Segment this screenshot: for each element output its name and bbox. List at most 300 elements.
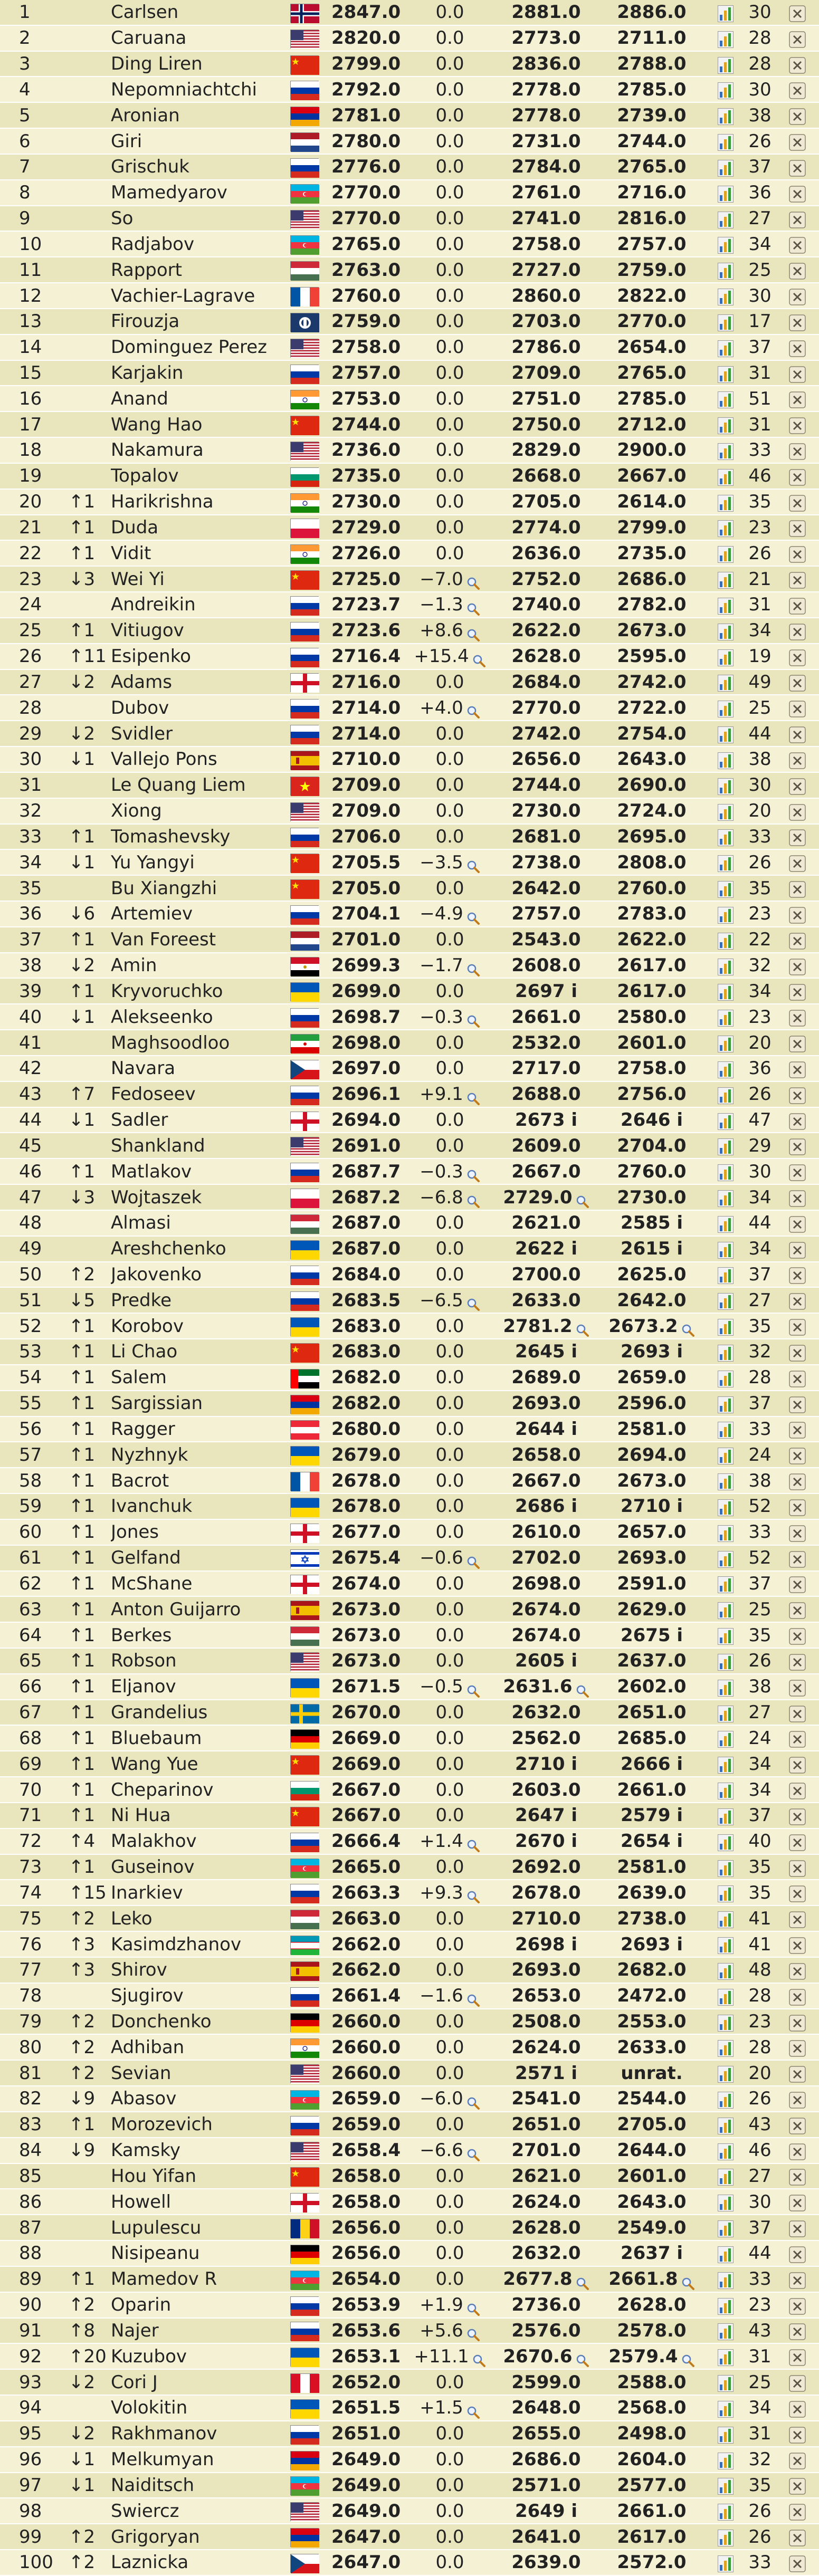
bar-chart-icon[interactable] [718,2220,734,2237]
player-name[interactable]: Caruana [111,25,290,51]
close-icon[interactable] [789,2014,806,2031]
close-icon[interactable] [789,1138,806,1155]
bar-chart-icon[interactable] [718,1396,734,1413]
bar-chart-icon[interactable] [718,5,734,22]
player-name[interactable]: McShane [111,1571,290,1597]
bar-chart-icon[interactable] [718,1215,734,1232]
bar-chart-icon[interactable] [718,1937,734,1953]
close-icon[interactable] [789,1344,806,1361]
bar-chart-icon[interactable] [718,571,734,588]
bar-chart-icon[interactable] [718,674,734,691]
player-name[interactable]: Gelfand [111,1545,290,1571]
bar-chart-icon[interactable] [718,1164,734,1181]
close-icon[interactable] [789,2168,806,2185]
close-icon[interactable] [789,1525,806,1541]
close-icon[interactable] [789,778,806,794]
bar-chart-icon[interactable] [718,1834,734,1851]
bar-chart-icon[interactable] [718,1035,734,1052]
close-icon[interactable] [789,1627,806,1644]
close-icon[interactable] [789,2323,806,2340]
bar-chart-icon[interactable] [718,236,734,253]
bar-chart-icon[interactable] [718,2065,734,2082]
bar-chart-icon[interactable] [718,391,734,408]
player-name[interactable]: Berkes [111,1622,290,1648]
bar-chart-icon[interactable] [718,2529,734,2546]
bar-chart-icon[interactable] [718,2117,734,2134]
bar-chart-icon[interactable] [718,108,734,125]
close-icon[interactable] [789,1113,806,1129]
player-name[interactable]: Morozevich [111,2112,290,2138]
magnifier-icon[interactable] [466,1552,480,1566]
player-name[interactable]: Eljanov [111,1674,290,1700]
bar-chart-icon[interactable] [718,932,734,949]
close-icon[interactable] [789,2374,806,2391]
bar-chart-icon[interactable] [718,1447,734,1464]
bar-chart-icon[interactable] [718,1473,734,1490]
close-icon[interactable] [789,2065,806,2082]
magnifier-icon[interactable] [466,2093,480,2106]
close-icon[interactable] [789,932,806,949]
bar-chart-icon[interactable] [718,366,734,382]
bar-chart-icon[interactable] [718,443,734,459]
close-icon[interactable] [789,545,806,562]
magnifier-icon[interactable] [472,650,486,664]
close-icon[interactable] [789,2246,806,2263]
bar-chart-icon[interactable] [718,1756,734,1773]
close-icon[interactable] [789,1396,806,1413]
player-name[interactable]: Sjugirov [111,1983,290,2009]
player-name[interactable]: Andreikin [111,592,290,618]
close-icon[interactable] [789,1679,806,1696]
player-name[interactable]: Nyzhnyk [111,1442,290,1468]
magnifier-icon[interactable] [466,2144,480,2158]
close-icon[interactable] [789,1164,806,1181]
bar-chart-icon[interactable] [718,520,734,537]
close-icon[interactable] [789,1885,806,1902]
player-name[interactable]: Bluebaum [111,1725,290,1751]
bar-chart-icon[interactable] [718,623,734,640]
close-icon[interactable] [789,443,806,459]
bar-chart-icon[interactable] [718,211,734,228]
player-name[interactable]: Bu Xiangzhi [111,875,290,901]
bar-chart-icon[interactable] [718,2400,734,2417]
close-icon[interactable] [789,2117,806,2134]
magnifier-icon[interactable] [466,1835,480,1849]
close-icon[interactable] [789,1602,806,1619]
player-name[interactable]: Mamedov R [111,2266,290,2292]
close-icon[interactable] [789,1911,806,1928]
close-icon[interactable] [789,2194,806,2211]
close-icon[interactable] [789,1756,806,1773]
player-name[interactable]: Jones [111,1519,290,1545]
player-name[interactable]: Matlakov [111,1158,290,1184]
close-icon[interactable] [789,2091,806,2108]
player-name[interactable]: Wojtaszek [111,1184,290,1210]
close-icon[interactable] [789,31,806,47]
close-icon[interactable] [789,340,806,357]
bar-chart-icon[interactable] [718,1730,734,1747]
player-name[interactable]: Melkumyan [111,2447,290,2473]
magnifier-icon[interactable] [466,1165,480,1179]
magnifier-icon[interactable] [466,573,480,587]
player-name[interactable]: Ivanchuk [111,1493,290,1519]
player-name[interactable]: Kuzubov [111,2343,290,2369]
magnifier-icon[interactable] [466,908,480,922]
close-icon[interactable] [789,2349,806,2366]
close-icon[interactable] [789,983,806,1000]
bar-chart-icon[interactable] [718,726,734,743]
bar-chart-icon[interactable] [718,1808,734,1825]
bar-chart-icon[interactable] [718,1009,734,1026]
player-name[interactable]: Najer [111,2318,290,2344]
bar-chart-icon[interactable] [718,2272,734,2288]
player-name[interactable]: Esipenko [111,644,290,669]
close-icon[interactable] [789,2426,806,2443]
bar-chart-icon[interactable] [718,1782,734,1799]
player-name[interactable]: Grigoryan [111,2524,290,2550]
bar-chart-icon[interactable] [718,288,734,305]
bar-chart-icon[interactable] [718,2014,734,2031]
player-name[interactable]: Rapport [111,257,290,283]
player-name[interactable]: Rakhmanov [111,2421,290,2447]
bar-chart-icon[interactable] [718,1962,734,1979]
player-name[interactable]: Firouzja [111,309,290,334]
close-icon[interactable] [789,391,806,408]
magnifier-icon[interactable] [466,625,480,638]
close-icon[interactable] [789,1292,806,1309]
magnifier-icon[interactable] [681,1320,695,1334]
bar-chart-icon[interactable] [718,1860,734,1876]
magnifier-icon[interactable] [466,2324,480,2338]
magnifier-icon[interactable] [466,960,480,973]
player-name[interactable]: Shankland [111,1133,290,1158]
close-icon[interactable] [789,236,806,253]
magnifier-icon[interactable] [466,2299,480,2313]
magnifier-icon[interactable] [466,1294,480,1308]
player-name[interactable]: Predke [111,1287,290,1313]
close-icon[interactable] [789,56,806,73]
player-name[interactable]: Li Chao [111,1339,290,1365]
close-icon[interactable] [789,108,806,125]
player-name[interactable]: Svidler [111,721,290,746]
bar-chart-icon[interactable] [718,2194,734,2211]
magnifier-icon[interactable] [466,599,480,612]
close-icon[interactable] [789,2529,806,2546]
close-icon[interactable] [789,1318,806,1335]
close-icon[interactable] [789,1860,806,1876]
bar-chart-icon[interactable] [718,2091,734,2108]
player-name[interactable]: Radjabov [111,231,290,257]
player-name[interactable]: Dubov [111,695,290,721]
player-name[interactable]: Van Foreest [111,927,290,953]
player-name[interactable]: Le Quang Liem [111,772,290,798]
player-name[interactable]: Ragger [111,1416,290,1442]
player-name[interactable]: Artemiev [111,901,290,927]
close-icon[interactable] [789,1087,806,1104]
close-icon[interactable] [789,1576,806,1593]
player-name[interactable]: Malakhov [111,1828,290,1854]
bar-chart-icon[interactable] [718,159,734,176]
close-icon[interactable] [789,1705,806,1722]
close-icon[interactable] [789,2555,806,2572]
player-name[interactable]: Aronian [111,102,290,128]
player-name[interactable]: Laznicka [111,2550,290,2575]
bar-chart-icon[interactable] [718,1113,734,1129]
close-icon[interactable] [789,1782,806,1799]
bar-chart-icon[interactable] [718,1653,734,1670]
player-name[interactable]: Yu Yangyi [111,849,290,875]
close-icon[interactable] [789,1370,806,1387]
player-name[interactable]: Swiercz [111,2498,290,2524]
player-name[interactable]: Donchenko [111,2009,290,2035]
bar-chart-icon[interactable] [718,1705,734,1722]
bar-chart-icon[interactable] [718,649,734,666]
bar-chart-icon[interactable] [718,2503,734,2520]
close-icon[interactable] [789,726,806,743]
bar-chart-icon[interactable] [718,880,734,897]
bar-chart-icon[interactable] [718,778,734,794]
bar-chart-icon[interactable] [718,494,734,511]
magnifier-icon[interactable] [576,1320,589,1334]
bar-chart-icon[interactable] [718,906,734,923]
player-name[interactable]: Bacrot [111,1468,290,1493]
bar-chart-icon[interactable] [718,1499,734,1516]
close-icon[interactable] [789,5,806,22]
close-icon[interactable] [789,2400,806,2417]
close-icon[interactable] [789,855,806,872]
magnifier-icon[interactable] [681,2273,695,2287]
player-name[interactable]: Shirov [111,1957,290,1983]
player-name[interactable]: Naiditsch [111,2473,290,2498]
player-name[interactable]: Almasi [111,1210,290,1236]
player-name[interactable]: Areshchenko [111,1236,290,1262]
close-icon[interactable] [789,1937,806,1953]
close-icon[interactable] [789,288,806,305]
bar-chart-icon[interactable] [718,1911,734,1928]
bar-chart-icon[interactable] [718,2039,734,2056]
close-icon[interactable] [789,1061,806,1078]
bar-chart-icon[interactable] [718,1087,734,1104]
bar-chart-icon[interactable] [718,545,734,562]
player-name[interactable]: Salem [111,1365,290,1391]
bar-chart-icon[interactable] [718,2297,734,2314]
close-icon[interactable] [789,2452,806,2469]
player-name[interactable]: Inarkiev [111,1880,290,1905]
player-name[interactable]: Ni Hua [111,1803,290,1828]
bar-chart-icon[interactable] [718,1885,734,1902]
bar-chart-icon[interactable] [718,1370,734,1387]
close-icon[interactable] [789,185,806,202]
bar-chart-icon[interactable] [718,829,734,846]
close-icon[interactable] [789,262,806,279]
player-name[interactable]: So [111,206,290,232]
player-name[interactable]: Nakamura [111,437,290,463]
bar-chart-icon[interactable] [718,262,734,279]
close-icon[interactable] [789,623,806,640]
bar-chart-icon[interactable] [718,2555,734,2572]
close-icon[interactable] [789,1499,806,1516]
close-icon[interactable] [789,829,806,846]
player-name[interactable]: Nepomniachtchi [111,76,290,102]
close-icon[interactable] [789,366,806,382]
magnifier-icon[interactable] [466,2402,480,2416]
bar-chart-icon[interactable] [718,82,734,99]
magnifier-icon[interactable] [466,1088,480,1102]
bar-chart-icon[interactable] [718,2477,734,2494]
close-icon[interactable] [789,906,806,923]
player-name[interactable]: Abasov [111,2086,290,2112]
player-name[interactable]: Xiong [111,798,290,824]
magnifier-icon[interactable] [576,2273,589,2287]
close-icon[interactable] [789,1808,806,1825]
player-name[interactable]: Vachier-Lagrave [111,283,290,309]
bar-chart-icon[interactable] [718,700,734,717]
close-icon[interactable] [789,1473,806,1490]
player-name[interactable]: Amin [111,953,290,979]
close-icon[interactable] [789,2039,806,2056]
player-name[interactable]: Wei Yi [111,566,290,592]
close-icon[interactable] [789,1550,806,1567]
player-name[interactable]: Hou Yifan [111,2163,290,2189]
player-name[interactable]: Ding Liren [111,51,290,77]
bar-chart-icon[interactable] [718,2426,734,2443]
player-name[interactable]: Leko [111,1905,290,1931]
player-name[interactable]: Volokitin [111,2395,290,2421]
close-icon[interactable] [789,1962,806,1979]
player-name[interactable]: Wang Hao [111,411,290,437]
close-icon[interactable] [789,520,806,537]
bar-chart-icon[interactable] [718,185,734,202]
close-icon[interactable] [789,1215,806,1232]
player-name[interactable]: Mamedyarov [111,180,290,206]
bar-chart-icon[interactable] [718,56,734,73]
close-icon[interactable] [789,752,806,769]
bar-chart-icon[interactable] [718,1421,734,1438]
magnifier-icon[interactable] [472,2350,486,2364]
player-name[interactable]: Kamsky [111,2138,290,2163]
close-icon[interactable] [789,1988,806,2005]
player-name[interactable]: Giri [111,128,290,154]
bar-chart-icon[interactable] [718,1550,734,1567]
close-icon[interactable] [789,571,806,588]
bar-chart-icon[interactable] [718,31,734,47]
magnifier-icon[interactable] [466,1681,480,1694]
close-icon[interactable] [789,803,806,820]
bar-chart-icon[interactable] [718,314,734,331]
bar-chart-icon[interactable] [718,1525,734,1541]
player-name[interactable]: Grandelius [111,1700,290,1726]
close-icon[interactable] [789,1834,806,1851]
player-name[interactable]: Adhiban [111,2034,290,2060]
bar-chart-icon[interactable] [718,133,734,150]
magnifier-icon[interactable] [681,2350,695,2364]
magnifier-icon[interactable] [576,1191,589,1205]
player-name[interactable]: Vidit [111,540,290,566]
player-name[interactable]: Oparin [111,2292,290,2318]
bar-chart-icon[interactable] [718,1318,734,1335]
player-name[interactable]: Adams [111,669,290,695]
player-name[interactable]: Sargissian [111,1391,290,1416]
player-name[interactable]: Kasimdzhanov [111,1931,290,1957]
bar-chart-icon[interactable] [718,1241,734,1258]
magnifier-icon[interactable] [466,1886,480,1900]
close-icon[interactable] [789,494,806,511]
close-icon[interactable] [789,2477,806,2494]
close-icon[interactable] [789,2272,806,2288]
player-name[interactable]: Anton Guijarro [111,1596,290,1622]
bar-chart-icon[interactable] [718,1061,734,1078]
close-icon[interactable] [789,674,806,691]
bar-chart-icon[interactable] [718,1292,734,1309]
bar-chart-icon[interactable] [718,1576,734,1593]
magnifier-icon[interactable] [466,856,480,870]
player-name[interactable]: Robson [111,1648,290,1674]
bar-chart-icon[interactable] [718,2374,734,2391]
bar-chart-icon[interactable] [718,752,734,769]
player-name[interactable]: Jakovenko [111,1262,290,1288]
bar-chart-icon[interactable] [718,2452,734,2469]
bar-chart-icon[interactable] [718,1602,734,1619]
close-icon[interactable] [789,1267,806,1284]
bar-chart-icon[interactable] [718,2349,734,2366]
player-name[interactable]: Wang Yue [111,1751,290,1777]
close-icon[interactable] [789,880,806,897]
player-name[interactable]: Fedoseev [111,1081,290,1107]
player-name[interactable]: Harikrishna [111,489,290,515]
close-icon[interactable] [789,2503,806,2520]
magnifier-icon[interactable] [466,1191,480,1205]
bar-chart-icon[interactable] [718,1267,734,1284]
close-icon[interactable] [789,1421,806,1438]
close-icon[interactable] [789,1035,806,1052]
player-name[interactable]: Maghsoodloo [111,1030,290,1056]
player-name[interactable]: Korobov [111,1313,290,1339]
close-icon[interactable] [789,2220,806,2237]
player-name[interactable]: Howell [111,2189,290,2215]
player-name[interactable]: Cori J [111,2369,290,2395]
player-name[interactable]: Dominguez Perez [111,334,290,360]
bar-chart-icon[interactable] [718,2143,734,2160]
close-icon[interactable] [789,597,806,614]
magnifier-icon[interactable] [466,702,480,715]
player-name[interactable]: Lupulescu [111,2215,290,2240]
player-name[interactable]: Vitiugov [111,618,290,644]
player-name[interactable]: Duda [111,515,290,541]
bar-chart-icon[interactable] [718,1344,734,1361]
bar-chart-icon[interactable] [718,803,734,820]
player-name[interactable]: Alekseenko [111,1004,290,1030]
player-name[interactable]: Topalov [111,463,290,489]
bar-chart-icon[interactable] [718,1190,734,1206]
player-name[interactable]: Navara [111,1056,290,1081]
bar-chart-icon[interactable] [718,597,734,614]
bar-chart-icon[interactable] [718,855,734,872]
bar-chart-icon[interactable] [718,2246,734,2263]
close-icon[interactable] [789,314,806,331]
close-icon[interactable] [789,649,806,666]
player-name[interactable]: Karjakin [111,360,290,386]
close-icon[interactable] [789,1447,806,1464]
bar-chart-icon[interactable] [718,1679,734,1696]
bar-chart-icon[interactable] [718,1988,734,2005]
close-icon[interactable] [789,82,806,99]
close-icon[interactable] [789,133,806,150]
magnifier-icon[interactable] [576,1681,589,1694]
bar-chart-icon[interactable] [718,2323,734,2340]
player-name[interactable]: Grischuk [111,154,290,180]
close-icon[interactable] [789,1009,806,1026]
close-icon[interactable] [789,1653,806,1670]
